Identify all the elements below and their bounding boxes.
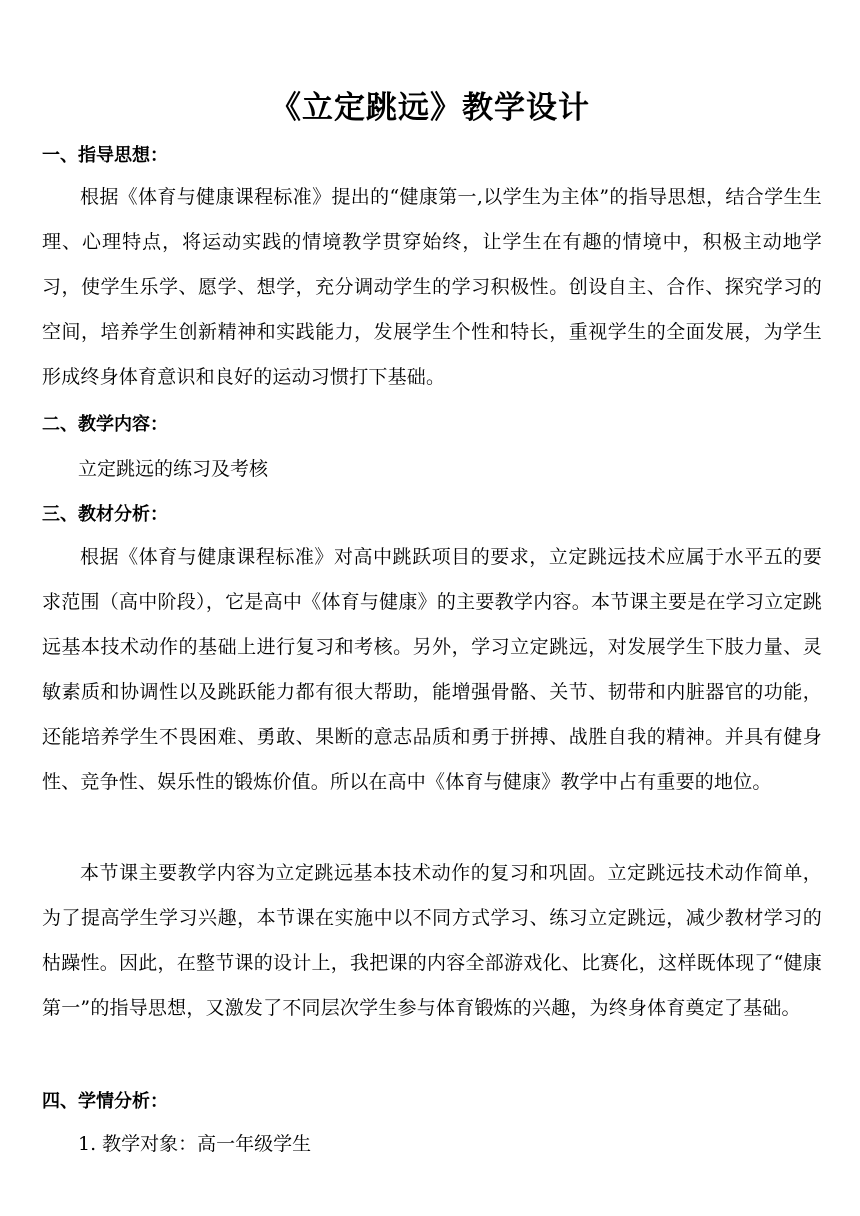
section-heading-material-analysis: 三、教材分析： <box>42 504 168 525</box>
section-heading-learner-analysis: 四、学情分析： <box>42 1091 168 1112</box>
paragraph-material-analysis-2: 本节课主要教学内容为立定跳远基本技术动作的复习和巩固。立定跳远技术动作简单，为了提高学生学习兴趣，本节课在实施中以不同方式学习、练习立定跳远，减少教材学习的枯躁性。因此，在整节课的设计上，我把课的内容全部游戏化、比赛化，这样既体现了“健康第一”的指导思想，又激发了不同层次学生参与体育锻炼的兴趣，为终身体育奠定了基础。 <box>42 862 822 1019</box>
section-heading-teaching-content: 二、教学内容： <box>42 414 168 435</box>
document-title: 《立定跳远》教学设计 <box>270 90 590 126</box>
paragraph-guiding-ideology: 根据《体育与健康课程标准》提出的“健康第一,以学生为主体”的指导思想，结合学生生理、心理特点，将运动实践的情境教学贯穿始终，让学生在有趣的情境中，积极主动地学习，使学生乐学、愿学、想学，充分调动学生的学习积极性。创设自主、合作、探究学习的空间，培养学生创新精神和实践能力，发展学生个性和特长，重视学生的全面发展，为学生形成终身体育意识和良好的运动习惯打下基础。 <box>42 186 822 388</box>
line-teaching-content: 立定跳远的练习及考核 <box>78 458 269 480</box>
section-heading-guiding-ideology: 一、指导思想： <box>42 145 168 166</box>
line-teaching-object: 1. 教学对象：高一年级学生 <box>78 1133 312 1155</box>
paragraph-material-analysis-1: 根据《体育与健康课程标准》对高中跳跃项目的要求，立定跳远技术应属于水平五的要求范围（高中阶段），它是高中《体育与健康》的主要教学内容。本节课主要是在学习立定跳远基本技术动作的基础上进行复习和考核。另外，学习立定跳远，对发展学生下肢力量、灵敏素质和协调性以及跳跃能力都有很大帮助，能增强骨骼、关节、韧带和内脏器官的功能，还能培养学生不畏困难、勇敢、果断的意志品质和勇于拼搏、战胜自我的精神。并具有健身性、竞争性、娱乐性的锻炼价值。所以在高中《体育与健康》教学中占有重要的地位。 <box>42 546 822 793</box>
